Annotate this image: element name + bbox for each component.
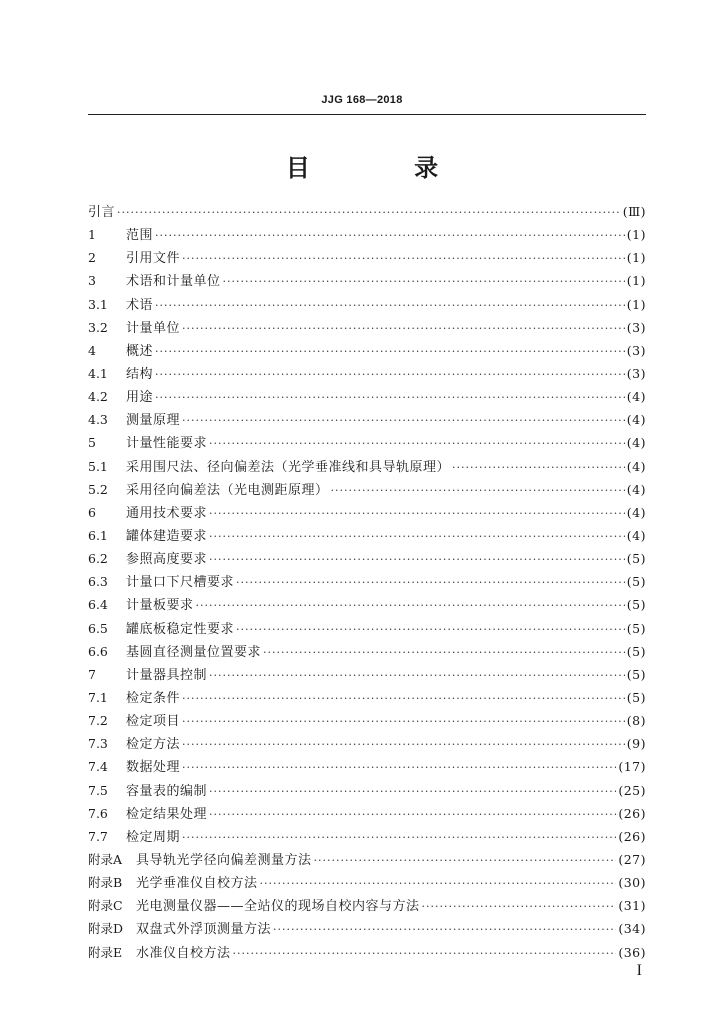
toc-leader-dots [233,942,617,965]
toc-entry-page: (30) [618,875,646,891]
toc-leader-dots [422,895,617,918]
toc-entry[interactable] [88,316,646,339]
toc-entry-label: 用途 [126,390,154,406]
toc-entry-page: (5) [626,666,646,682]
toc-entry-label: 双盘式外浮顶测量方法 [136,922,272,938]
toc-entry-number: 7.7 [88,828,108,844]
toc-entry-label: 数据处理 [126,760,181,776]
toc-leader-dots [209,502,625,525]
toc-entry-label: 检定方法 [126,737,181,753]
toc-entry-label: 检定项目 [126,714,181,730]
toc-entry[interactable] [88,802,646,825]
toc-entry[interactable] [88,732,646,755]
toc-entry-number: 附录E [88,944,123,960]
toc-entry-label: 光学垂准仪自校方法 [136,876,258,892]
toc-entry[interactable] [88,709,646,732]
toc-entry-number: 6.2 [88,551,108,567]
toc-entry-label: 采用围尺法、径向偏差法（光学垂准线和具导轨原理） [126,459,451,475]
toc-entry-page: (5) [626,643,646,659]
toc-entry-number: 2 [88,250,96,266]
toc-entry-page: (3) [626,365,646,381]
toc-entry-number: 6.1 [88,527,108,543]
toc-entry-label: 范围 [126,228,154,244]
toc-entry-label: 引言 [88,205,116,220]
document-code: JJG 168—2018 [321,94,403,106]
toc-entry-page: (27) [618,851,646,867]
toc-entry[interactable] [88,200,646,223]
toc-entry[interactable] [88,223,646,246]
toc-leader-dots [155,224,625,247]
toc-entry[interactable] [88,570,646,593]
toc-entry[interactable] [88,848,646,871]
toc-entry-page: (26) [618,828,646,844]
toc-entry-page: (4) [626,389,646,405]
toc-entry[interactable] [88,501,646,524]
toc-entry-page: (4) [626,458,646,474]
toc-entry-page: (Ⅲ) [622,204,646,219]
toc-entry-label: 参照高度要求 [126,552,208,568]
toc-entry-page: (36) [618,944,646,960]
toc-entry-label: 计量器具控制 [126,667,208,683]
toc-entry-label: 检定周期 [126,829,181,845]
toc-leader-dots [196,594,625,617]
toc-entry-label: 概述 [126,343,154,359]
toc-leader-dots [155,386,625,409]
toc-entry-number: 6.6 [88,643,108,659]
toc-leader-dots [209,525,625,548]
toc-leader-dots [182,687,625,710]
toc-leader-dots [155,340,625,363]
toc-entry-number: 附录C [88,898,123,914]
toc-entry[interactable] [88,663,646,686]
toc-entry-page: (8) [626,713,646,729]
toc-leader-dots [209,664,625,687]
toc-leader-dots [155,363,625,386]
toc-entry-number: 3.2 [88,319,108,335]
toc-leader-dots [236,571,625,594]
toc-leader-dots [155,294,625,317]
toc-leader-dots [117,201,621,224]
toc-entry-page: (17) [618,759,646,775]
toc-leader-dots [182,317,625,340]
toc-entry-page: (5) [626,574,646,590]
toc-entry-page: (3) [626,342,646,358]
toc-entry-number: 5 [88,435,96,451]
toc-entry-page: (25) [618,782,646,798]
toc-entry-label: 罐底板稳定性要求 [126,621,235,637]
toc-entry-number: 7.2 [88,713,108,729]
toc-entry-label: 计量单位 [126,320,181,336]
toc-leader-dots [209,780,616,803]
page-title: 目 录 [285,153,487,182]
toc-entry-label: 引用文件 [126,251,181,267]
toc-entry[interactable] [88,269,646,292]
toc-entry-label: 检定条件 [126,690,181,706]
toc-leader-dots [209,803,616,826]
toc-entry[interactable] [88,779,646,802]
toc-entry[interactable] [88,617,646,640]
toc-entry-page: (1) [626,227,646,243]
toc-entry-number: 附录D [88,921,124,937]
toc-leader-dots [182,409,625,432]
toc-entry-page: (31) [618,898,646,914]
toc-entry[interactable] [88,246,646,269]
toc-entry-number: 7.3 [88,736,108,752]
toc-entry[interactable] [88,917,646,940]
page-number: I [636,962,642,979]
toc-leader-dots [209,432,625,455]
toc-entry[interactable] [88,362,646,385]
toc-entry[interactable] [88,755,646,778]
toc-leader-dots [331,479,625,502]
toc-leader-dots [263,641,625,664]
toc-entry-page: (5) [626,620,646,636]
toc-entry-label: 容量表的编制 [126,783,208,799]
toc-entry[interactable] [88,941,646,964]
toc-entry-label: 光电测量仪器——全站仪的现场自校内容与方法 [136,899,420,915]
toc-entry-number: 附录B [88,875,123,891]
toc-entry[interactable] [88,593,646,616]
toc-entry-page: (4) [626,412,646,428]
toc-entry[interactable] [88,547,646,570]
toc-entry-label: 罐体建造要求 [126,528,208,544]
toc-leader-dots [260,872,617,895]
toc-entry[interactable] [88,478,646,501]
toc-leader-dots [452,456,625,479]
toc-entry-page: (4) [626,504,646,520]
toc-entry-page: (5) [626,597,646,613]
toc-entry-number: 6 [88,504,96,520]
toc-leader-dots [182,756,616,779]
toc-entry[interactable] [88,686,646,709]
toc-entry[interactable] [88,524,646,547]
toc-entry-label: 具导轨光学径向偏差测量方法 [136,852,312,868]
toc-entry-number: 6.3 [88,574,108,590]
toc-leader-dots [182,247,625,270]
toc-entry-page: (5) [626,551,646,567]
toc-entry-label: 结构 [126,366,154,382]
toc-entry[interactable] [88,455,646,478]
toc-entry-label: 计量板要求 [126,598,194,614]
toc-entry-number: 7.6 [88,805,108,821]
toc-entry-label: 术语 [126,297,154,313]
table-of-contents [88,200,646,964]
toc-entry-number: 7.1 [88,689,108,705]
toc-entry-page: (1) [626,250,646,266]
toc-entry[interactable] [88,293,646,316]
toc-leader-dots [182,710,625,733]
toc-entry-page: (9) [626,736,646,752]
toc-leader-dots [314,849,617,872]
toc-entry-label: 基圆直径测量位置要求 [126,644,262,660]
toc-entry-label: 测量原理 [126,413,181,429]
toc-leader-dots [223,270,625,293]
toc-entry[interactable] [88,894,646,917]
toc-entry-number: 5.1 [88,458,108,474]
toc-entry-page: (26) [618,805,646,821]
toc-entry-number: 4 [88,342,96,358]
toc-entry[interactable] [88,825,646,848]
toc-leader-dots [209,548,625,571]
toc-entry-page: (1) [626,273,646,289]
toc-entry-number: 附录A [88,851,123,867]
toc-entry[interactable] [88,385,646,408]
toc-entry-page: (4) [626,481,646,497]
toc-entry-number: 7 [88,666,96,682]
toc-leader-dots [236,618,625,641]
toc-entry[interactable] [88,431,646,454]
toc-leader-dots [182,826,616,849]
toc-entry-page: (1) [626,296,646,312]
toc-entry-number: 7.4 [88,759,108,775]
toc-entry-page: (5) [626,689,646,705]
toc-entry-number: 5.2 [88,481,108,497]
toc-entry-number: 1 [88,227,96,243]
toc-entry-page: (4) [626,435,646,451]
toc-entry-label: 术语和计量单位 [126,274,221,290]
toc-entry-number: 7.5 [88,782,108,798]
toc-entry-label: 计量口下尺槽要求 [126,575,235,591]
toc-entry-label: 通用技术要求 [126,505,208,521]
toc-entry-label: 检定结果处理 [126,806,208,822]
toc-entry-label: 水准仪自校方法 [136,945,231,961]
toc-entry-page: (3) [626,319,646,335]
toc-entry-number: 4.2 [88,389,108,405]
toc-entry-number: 6.5 [88,620,108,636]
toc-leader-dots [273,918,616,941]
toc-entry-page: (34) [618,921,646,937]
toc-entry-number: 4.1 [88,365,108,381]
toc-entry-number: 3.1 [88,296,108,312]
header-divider [88,114,646,115]
toc-entry[interactable] [88,339,646,362]
toc-entry[interactable] [88,408,646,431]
toc-entry[interactable] [88,871,646,894]
toc-entry-label: 计量性能要求 [126,436,208,452]
toc-entry-page: (4) [626,527,646,543]
toc-entry[interactable] [88,640,646,663]
toc-leader-dots [182,733,625,756]
toc-entry-number: 4.3 [88,412,108,428]
toc-entry-number: 6.4 [88,597,108,613]
toc-entry-label: 采用径向偏差法（光电测距原理） [126,482,329,498]
toc-entry-number: 3 [88,273,96,289]
